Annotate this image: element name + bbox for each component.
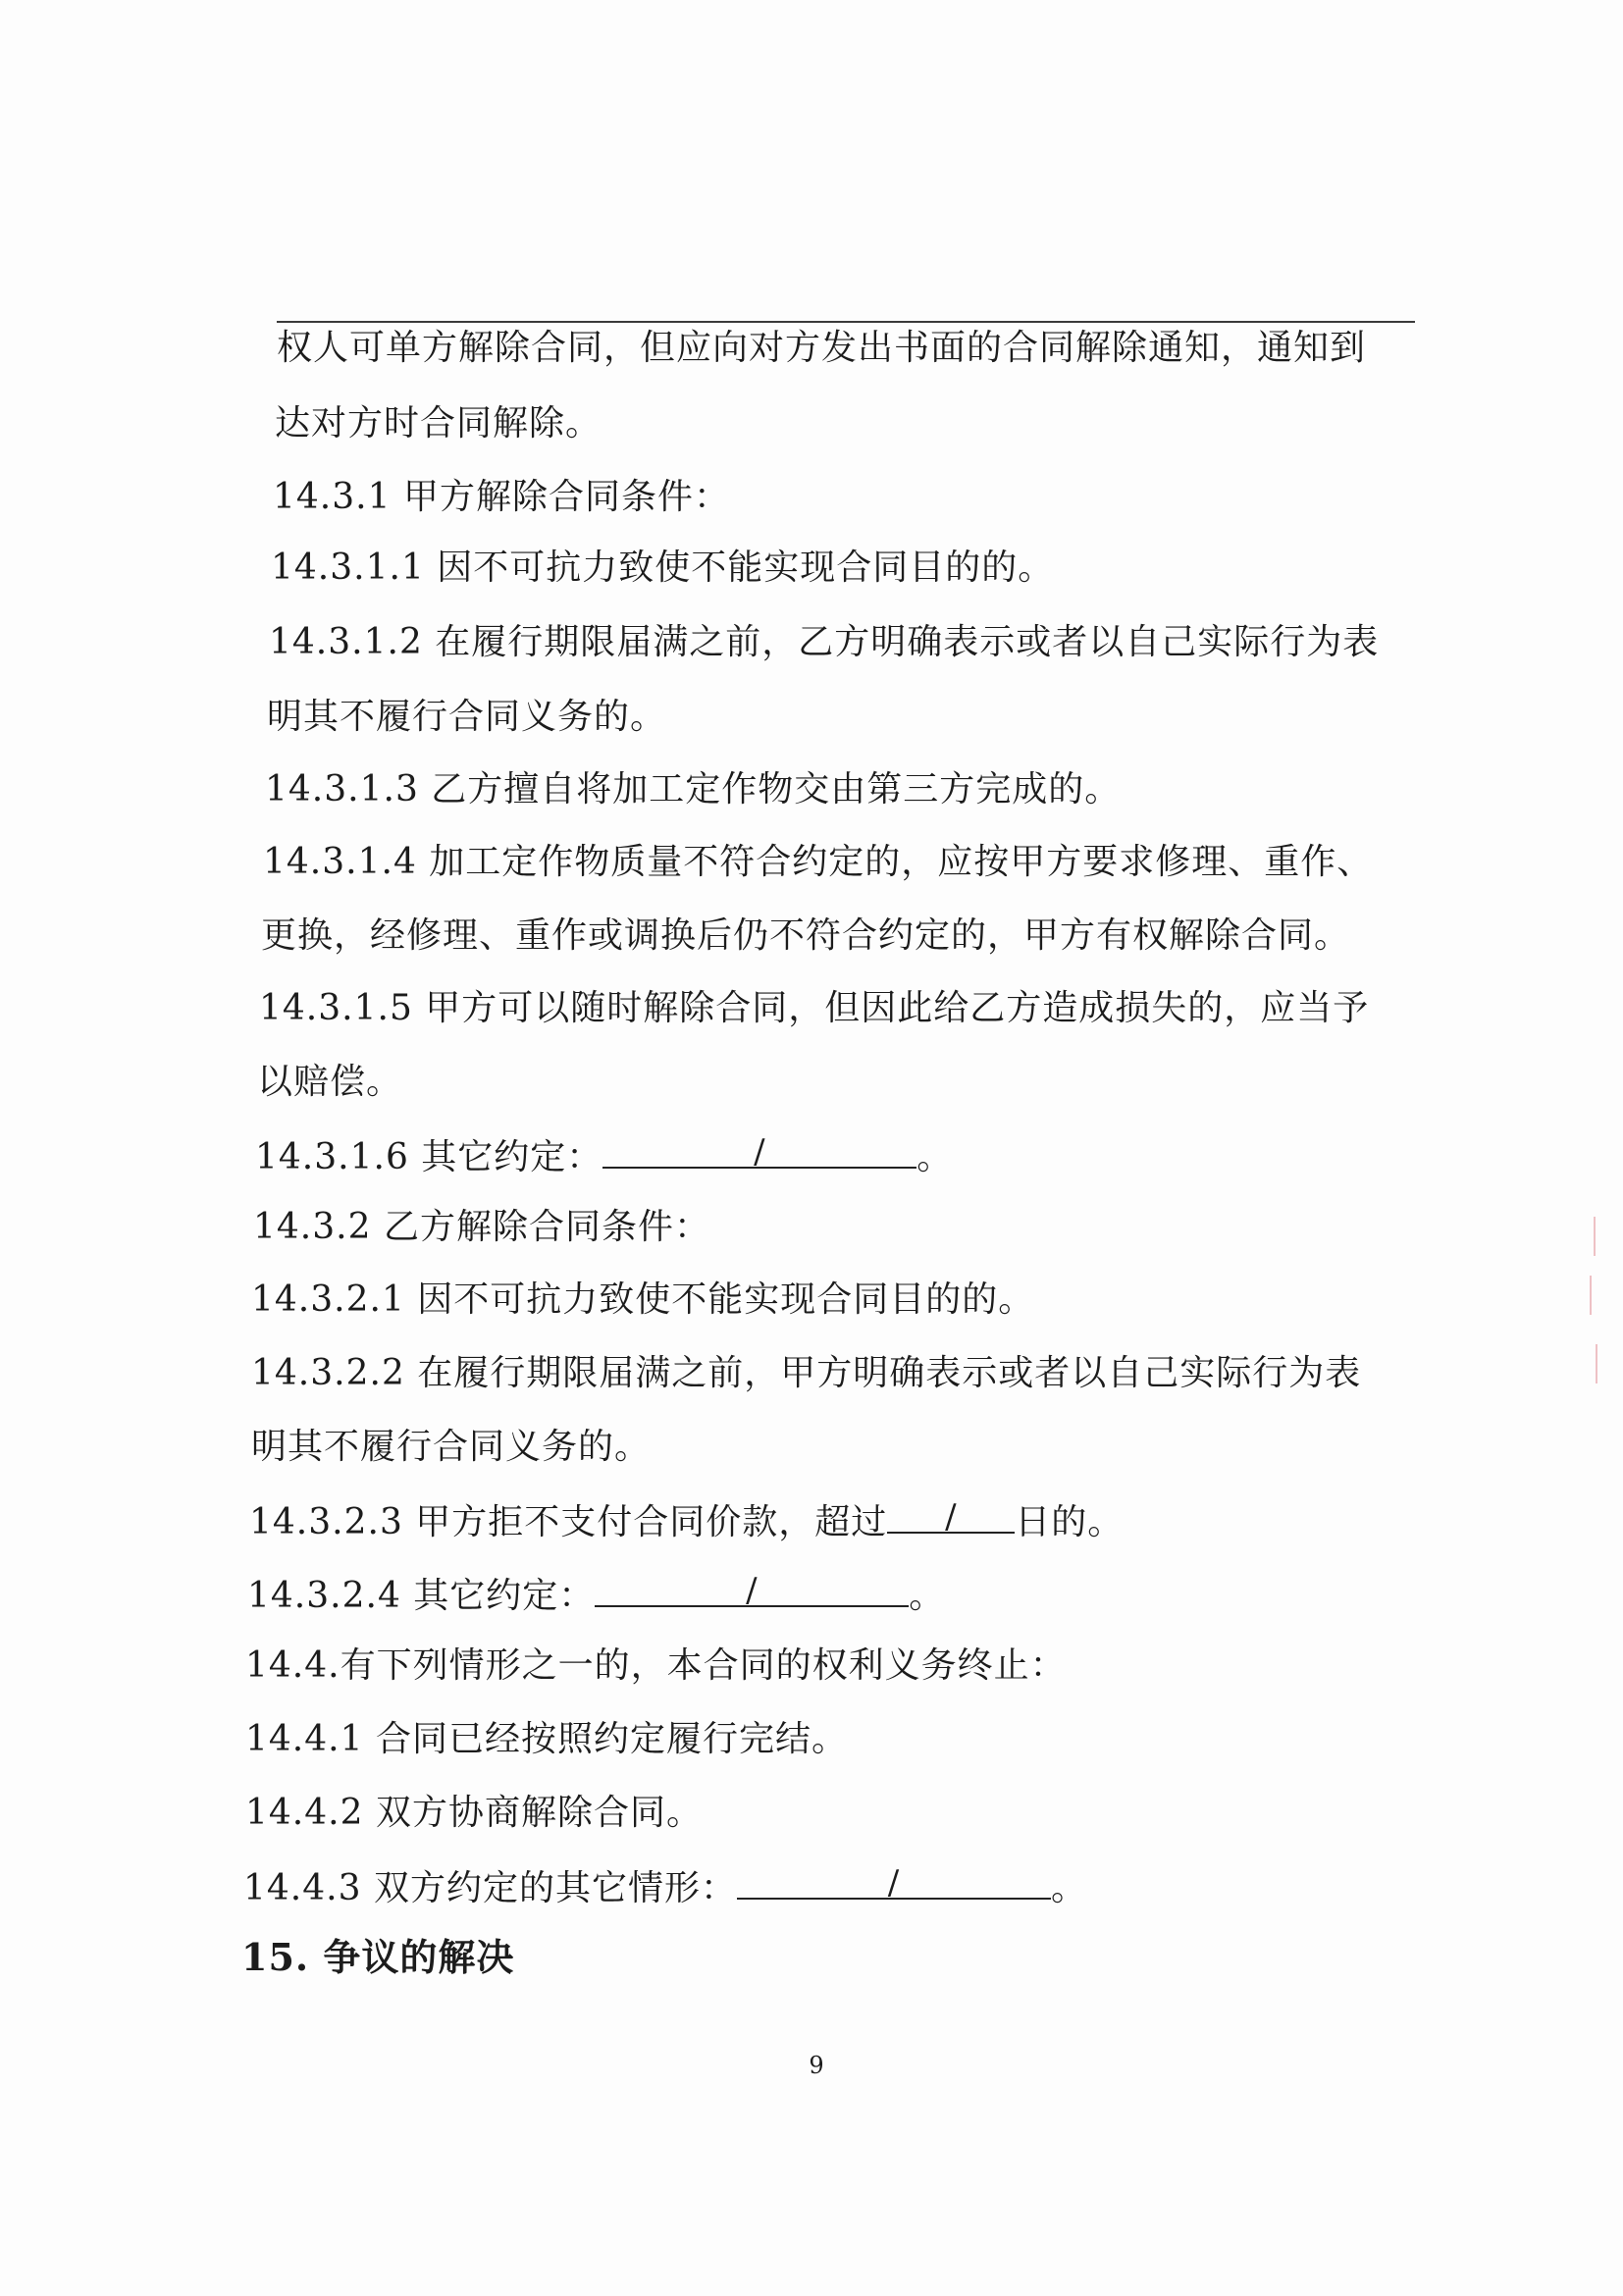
clause-14-3-1-5: 14.3.1.5 甲方可以随时解除合同，但因此给乙方造成损失的，应当予 <box>259 988 1370 1028</box>
clause-suffix: 。 <box>916 1137 954 1177</box>
text-line: 明其不履行合同义务的。 <box>251 1427 652 1467</box>
blank-value: / <box>754 1132 766 1172</box>
clause-suffix: 。 <box>909 1576 946 1616</box>
clause-14-3-1-2: 14.3.1.2 在履行期限届满之前，乙方明确表示或者以自己实际行为表 <box>269 622 1380 662</box>
blank-value: / <box>945 1497 958 1537</box>
seal-edge-mark <box>1590 1276 1597 1315</box>
clause-14-3-2-3 <box>249 1498 1124 1544</box>
clause-14-3-2-2: 14.3.2.2 在履行期限届满之前，甲方明确表示或者以自己实际行为表 <box>251 1353 1362 1393</box>
clause-14-4-1: 14.4.1 合同已经按照约定履行完结。 <box>245 1719 848 1759</box>
clause-14-4-3 <box>243 1864 1087 1910</box>
clause-prefix: 14.3.2.4 其它约定： <box>247 1576 596 1616</box>
fill-in-blank[interactable] <box>737 1863 1051 1903</box>
fill-in-blank[interactable] <box>887 1497 1015 1537</box>
text-line: 明其不履行合同义务的。 <box>267 697 667 737</box>
clause-prefix: 14.4.3 双方约定的其它情形： <box>243 1868 737 1908</box>
header-rule <box>277 321 1415 323</box>
fill-in-blank[interactable] <box>595 1571 909 1610</box>
seal-edge-mark <box>1594 1217 1601 1256</box>
clause-heading-14-4: 14.4.有下列情形之一的，本合同的权利义务终止： <box>245 1645 1067 1686</box>
text-line: 权人可单方解除合同，但应向对方发出书面的合同解除通知，通知到 <box>277 328 1367 368</box>
blank-value: / <box>887 1863 901 1903</box>
clause-prefix: 14.3.1.6 其它约定： <box>255 1137 603 1177</box>
clause-prefix: 14.3.2.3 甲方拒不支付合同价款，超过 <box>249 1502 888 1542</box>
clause-14-3-1-1: 14.3.1.1 因不可抗力致使不能实现合同目的的。 <box>271 548 1055 588</box>
blank-value: / <box>746 1571 759 1610</box>
clause-14-4-2: 14.4.2 双方协商解除合同。 <box>245 1793 703 1833</box>
seal-edge-mark <box>1596 1344 1603 1383</box>
clause-suffix: 。 <box>1050 1868 1087 1908</box>
fill-in-blank[interactable] <box>602 1132 916 1172</box>
text-line: 达对方时合同解除。 <box>275 403 602 444</box>
section-heading-15: 15. 争议的解决 <box>241 1935 515 1979</box>
clause-14-3-1-4: 14.3.1.4 加工定作物质量不符合约定的，应按甲方要求修理、重作、 <box>263 842 1374 882</box>
clause-heading-14-3-2: 14.3.2 乙方解除合同条件： <box>253 1207 710 1247</box>
clause-14-3-2-1: 14.3.2.1 因不可抗力致使不能实现合同目的的。 <box>251 1279 1035 1320</box>
clause-14-3-2-4 <box>247 1572 945 1618</box>
clause-14-3-1-6 <box>255 1133 953 1179</box>
text-line: 以赔偿。 <box>257 1062 403 1102</box>
clause-14-3-1-3: 14.3.1.3 乙方擅自将加工定作物交由第三方完成的。 <box>265 769 1122 809</box>
clause-heading-14-3-1: 14.3.1 甲方解除合同条件： <box>273 477 730 517</box>
page-number: 9 <box>809 2052 824 2079</box>
clause-suffix: 日的。 <box>1015 1502 1125 1542</box>
text-line: 更换，经修理、重作或调换后仍不符合约定的，甲方有权解除合同。 <box>261 915 1351 956</box>
